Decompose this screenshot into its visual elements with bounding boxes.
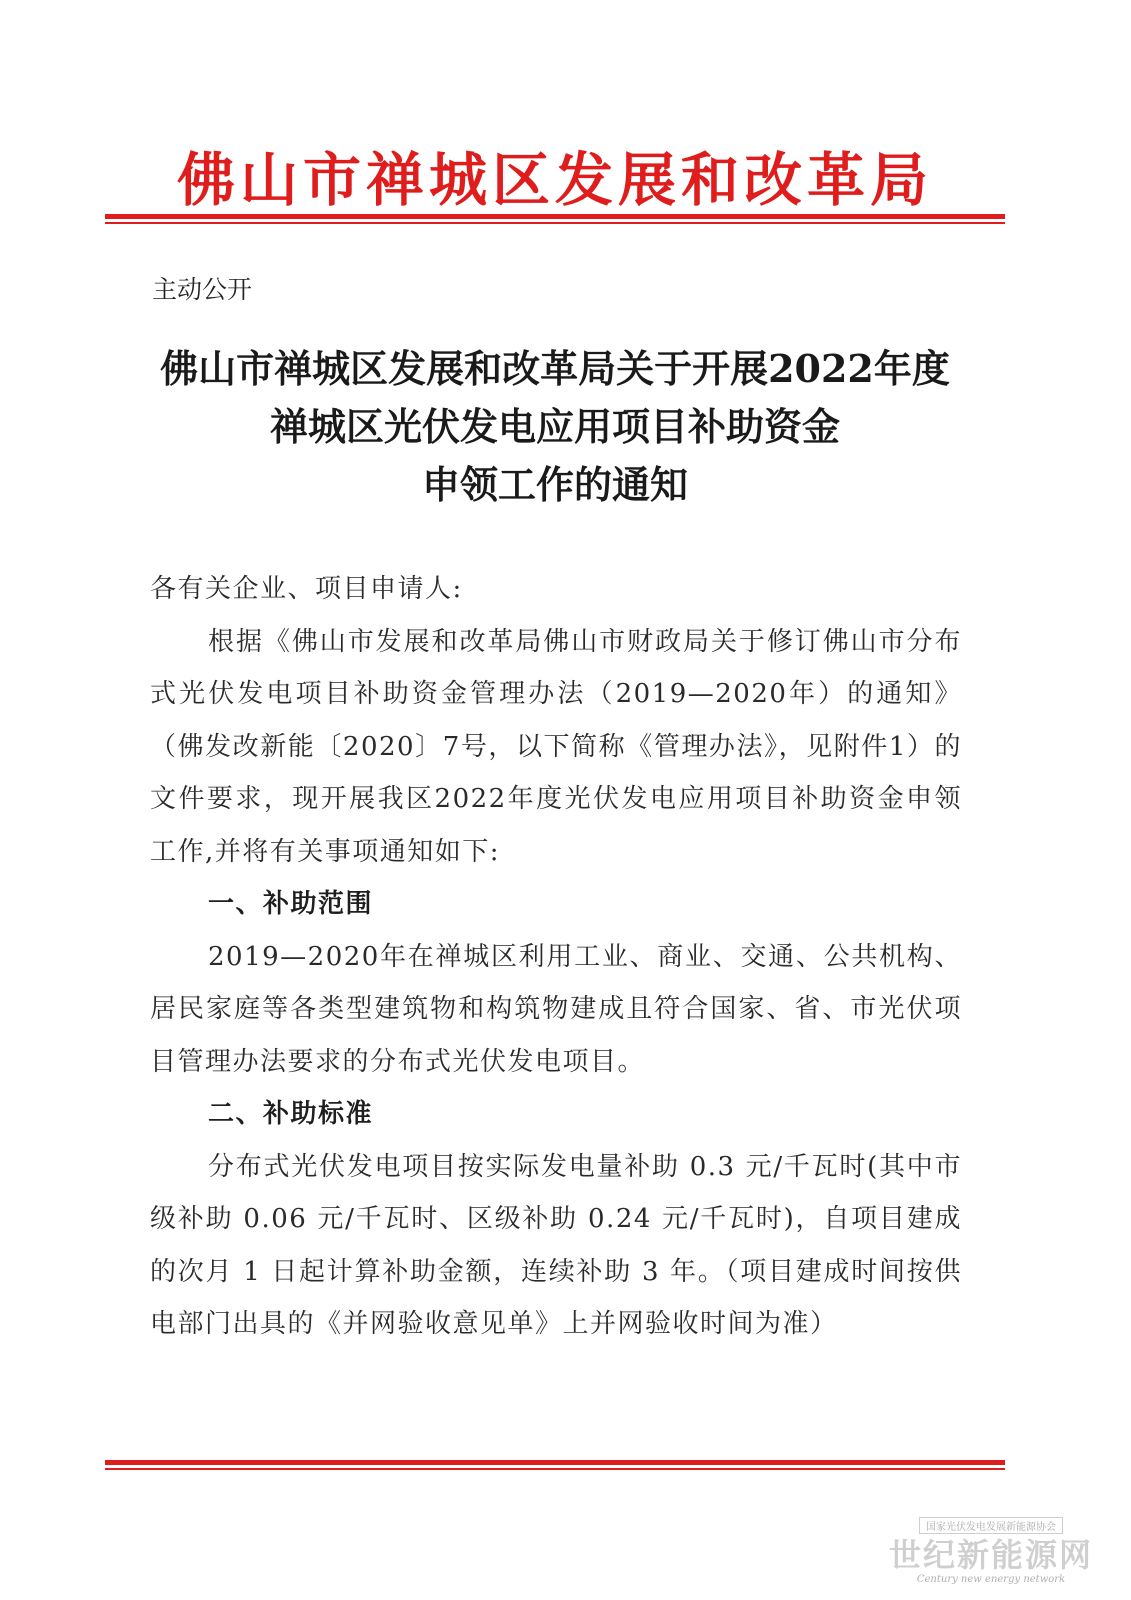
section-heading-scope: 一、补助范围	[208, 889, 374, 919]
salutation: 各有关企业、项目申请人:	[150, 574, 463, 604]
title-line-3: 申领工作的通知	[421, 462, 688, 507]
watermark-name: 世纪新能源网	[888, 1536, 1093, 1574]
document-title	[105, 340, 1005, 514]
letterhead-rule-thin	[105, 222, 1005, 224]
title-line-2: 禅城区光伏发电应用项目补助资金	[269, 404, 840, 449]
watermark-tagline: 国家光伏发电发展新能源协会	[919, 1517, 1063, 1534]
scope-paragraph: 2019—2020年在禅城区利用工业、商业、交通、公共机构、居民家庭等各类型建筑物和构筑物建成且符合国家、省、市光伏项目管理办法要求的分布式光伏发电项目。	[150, 941, 962, 1077]
footer-rule-thin	[105, 1468, 1005, 1470]
agency-letterhead: 佛山市禅城区发展和改革局	[176, 146, 933, 214]
standard-paragraph: 分布式光伏发电项目按实际发电量补助 0.3 元/千瓦时(其中市级补助 0.06 元/千瓦时、区级补助 0.24 元/千瓦时)，自项目建成的次月 1 日起计算补助金额，连续补助 3 年。（项目建成时间按供电部门出具的《并网验收意见单》上并网验收时间为准）	[150, 1151, 962, 1339]
intro-paragraph: 根据《佛山市发展和改革局佛山市财政局关于修订佛山市分布式光伏发电项目补助资金管理办法（2019—2020年）的通知》（佛发改新能〔2020〕7号，以下简称《管理办法》，见附件1）的文件要求，现开展我区2022年度光伏发电应用项目补助资金申领工作,并将有关事项通知如下:	[150, 626, 962, 867]
site-watermark	[886, 1515, 1096, 1590]
letterhead-rule-thick	[105, 214, 1005, 219]
footer-rule-thick	[105, 1460, 1005, 1465]
watermark-english: Century new energy network	[916, 1574, 1066, 1585]
section-heading-standard: 二、补助标准	[208, 1099, 374, 1129]
title-line-1: 佛山市禅城区发展和改革局关于开展2022年度	[160, 346, 950, 391]
disclosure-label: 主动公开	[152, 275, 253, 304]
document-body	[150, 563, 962, 1351]
